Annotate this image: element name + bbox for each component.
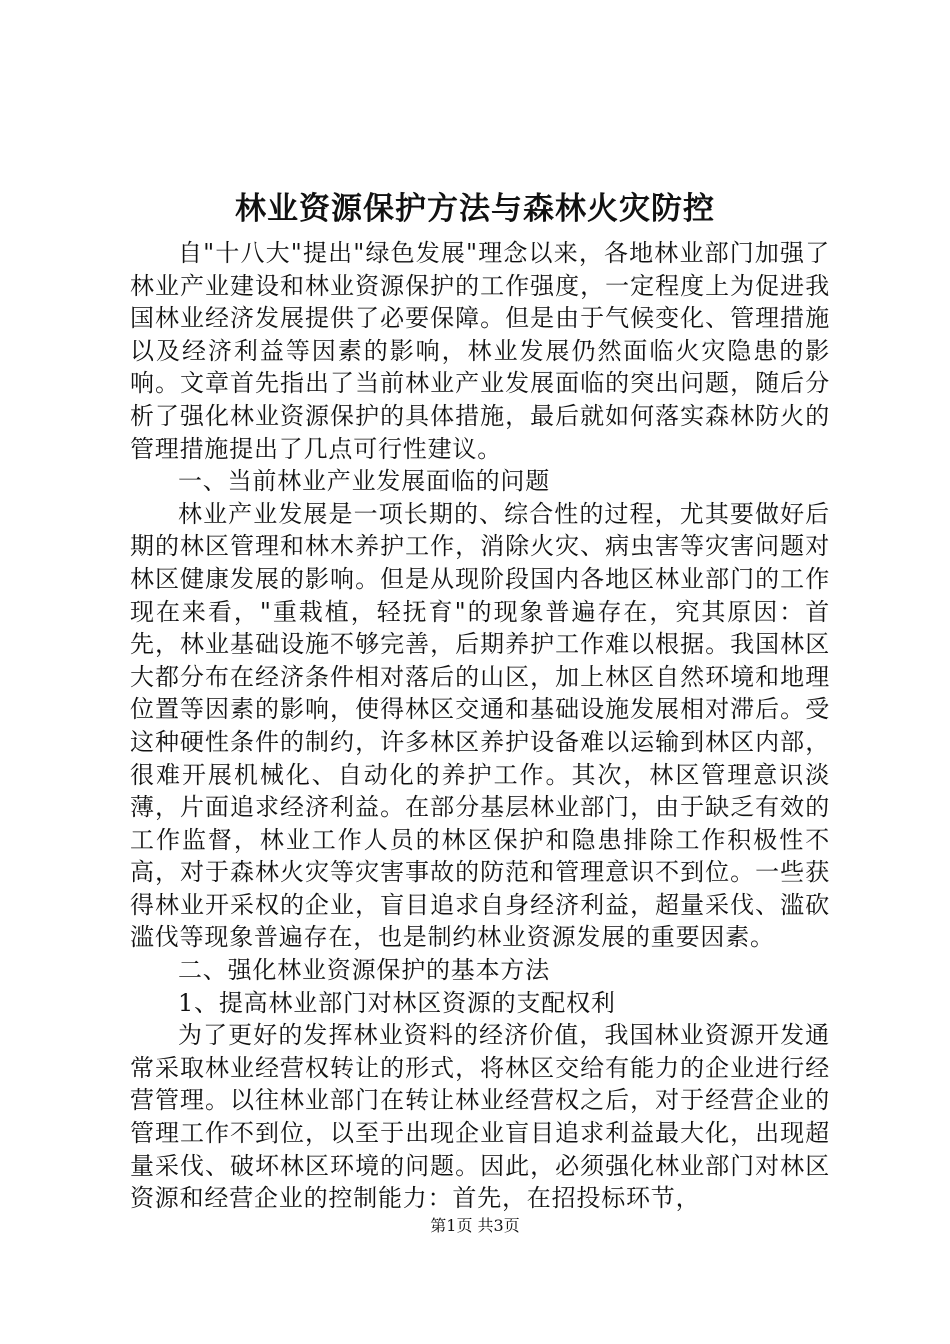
intro-paragraph: 自"十八大"提出"绿色发展"理念以来，各地林业部门加强了林业产业建设和林业资源保护的工作强度，一定程度上为促进我国林业经济发展提供了必要保障。但是由于气候变化、管理措施以及经济利益等因素的影响，林业发展仍然面临火灾隐患的影响。文章首先指出了当前林业产业发展面临的突出问题，随后分析了强化林业资源保护的具体措施，最后就如何落实森林防火的管理措施提出了几点可行性建议。 bbox=[130, 239, 830, 463]
page-number-footer: 第1页 共3页 bbox=[430, 1216, 520, 1235]
subsection-1-paragraph: 为了更好的发挥林业资料的经济价值，我国林业资源开发通常采取林业经营权转让的形式，将林区交给有能力的企业进行经营管理。以往林业部门在转让林业经营权之后，对于经营企业的管理工作不到位，以至于出现企业盲目追求利益最大化，出现超量采伐、破坏林区环境的问题。因此，必须强化林业部门对林区资源和经营企业的控制能力：首先，在招投标环节， bbox=[130, 1021, 830, 1213]
section-1-paragraph: 林业产业发展是一项长期的、综合性的过程，尤其要做好后期的林区管理和林木养护工作，消除火灾、病虫害等灾害问题对林区健康发展的影响。但是从现阶段国内各地区林业部门的工作现在来看，"重栽植，轻抚育"的现象普遍存在，究其原因：首先，林业基础设施不够完善，后期养护工作难以根据。我国林区大都分布在经济条件相对落后的山区，加上林区自然环境和地理位置等因素的影响，使得林区交通和基础设施发展相对滞后。受这种硬性条件的制约，许多林区养护设备难以运输到林区内部，很难开展机械化、自动化的养护工作。其次，林区管理意识淡薄，片面追求经济利益。在部分基层林业部门，由于缺乏有效的工作监督，林业工作人员的林区保护和隐患排除工作积极性不高，对于森林火灾等灾害事故的防范和管理意识不到位。一些获得林业开采权的企业，盲目追求自身经济利益，超量采伐、滥砍滥伐等现象普遍存在，也是制约林业资源发展的重要因素。 bbox=[130, 499, 830, 952]
section-2-heading: 二、强化林业资源保护的基本方法 bbox=[178, 956, 550, 985]
subsection-1-heading: 1、提高林业部门对林区资源的支配权利 bbox=[178, 988, 616, 1017]
document-title: 林业资源保护方法与森林火灾防控 bbox=[235, 191, 715, 227]
section-1-heading: 一、当前林业产业发展面临的问题 bbox=[178, 467, 550, 496]
document-body bbox=[130, 237, 830, 1215]
